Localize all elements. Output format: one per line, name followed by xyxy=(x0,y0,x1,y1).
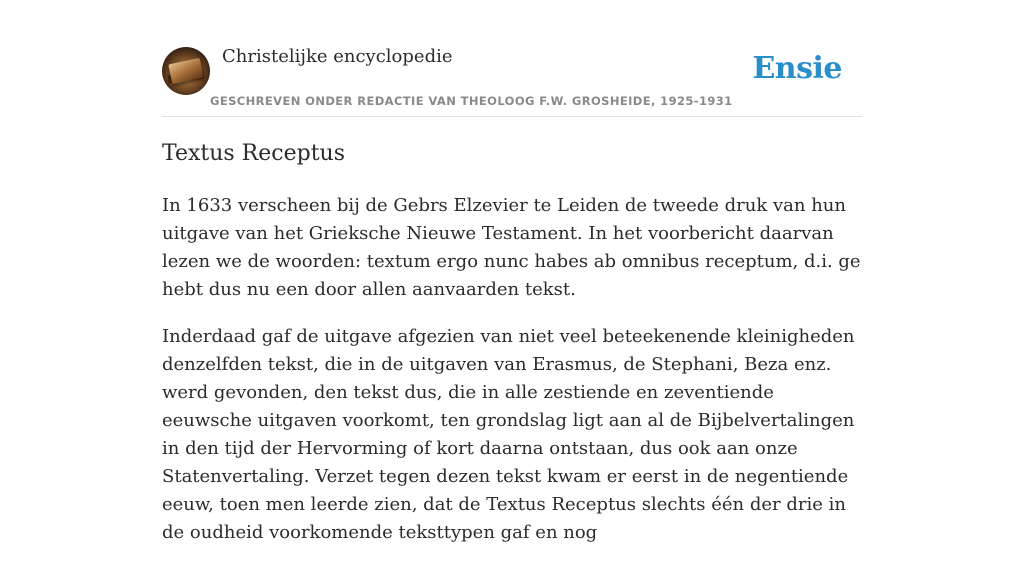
ensie-logo[interactable]: Ensie xyxy=(752,51,842,86)
site-header xyxy=(162,0,862,117)
book-icon xyxy=(168,58,203,84)
site-avatar[interactable] xyxy=(162,47,210,95)
article-paragraph: Inderdaad gaf de uitgave afgezien van niet veel beteekenende kleinigheden denzelfden tekst, die in de uitgaven van Erasmus, de Stephani, Beza enz. werd gevonden, den tekst dus, die in alle zestiende en zeventiende eeuwsche uitgaven voorkomt, ten grondslag ligt aan al de Bijbelvertalingen in den tijd der Hervorming of kort daarna ontstaan, dus ook aan onze Statenvertaling. Verzet tegen dezen tekst kwam er eerst in de negentiende eeuw, toen men leerde zien, dat de Textus Receptus slechts één der drie in de oudheid voorkomende teksttypen gaf en nog xyxy=(162,326,855,543)
article-paragraph: In 1633 verscheen bij de Gebrs Elzevier te Leiden de tweede druk van hun uitgave van het Grieksche Nieuwe Testament. In het voorbericht daarvan lezen we de woorden: textum ergo nunc habes ab omnibus receptum, d.i. ge hebt dus nu een door allen aanvaarden tekst. xyxy=(162,195,861,300)
site-subtitle: GESCHREVEN ONDER REDACTIE VAN THEOLOOG F.W. GROSHEIDE, 1925-1931 xyxy=(210,94,733,108)
page-container xyxy=(162,0,862,543)
site-title[interactable]: Christelijke encyclopedie xyxy=(222,46,453,67)
article-body xyxy=(162,192,864,566)
article-title: Textus Receptus xyxy=(162,141,345,166)
